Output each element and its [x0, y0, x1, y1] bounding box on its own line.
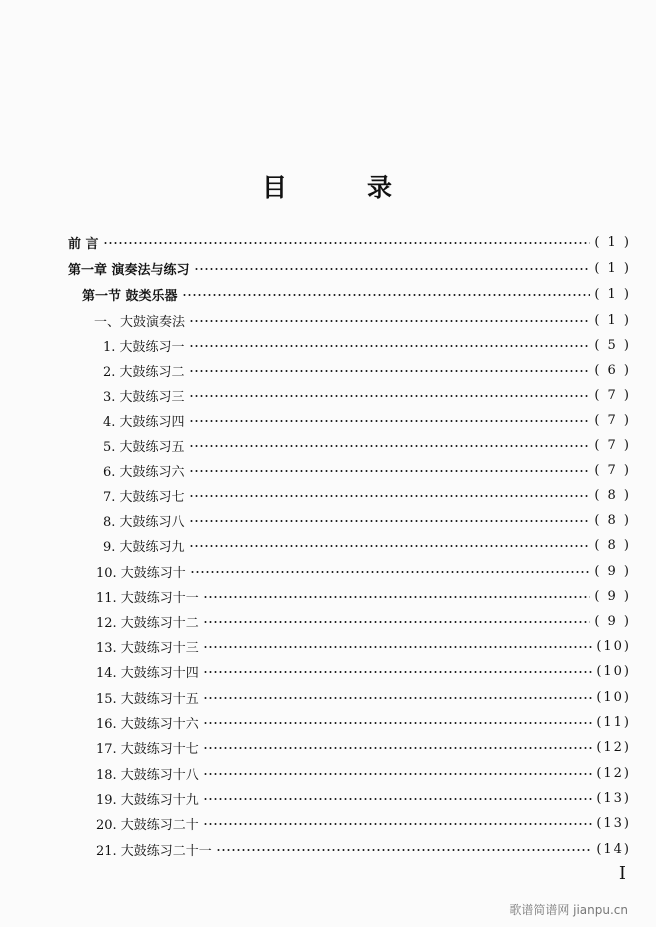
dot-leader [203, 595, 591, 599]
toc-entry-page: ( 8 ) [594, 537, 631, 553]
toc-entry-preface[interactable] [68, 231, 631, 253]
dot-leader [203, 645, 593, 649]
dot-leader [189, 319, 590, 323]
toc-entry-label: 13. 大鼓练习十三 [96, 640, 199, 656]
toc-entry-page: ( 9 ) [594, 563, 631, 579]
toc-entry-page: ( 8 ) [594, 512, 631, 528]
toc-entry-label: 2. 大鼓练习二 [103, 364, 185, 380]
toc-entry-exercise[interactable] [96, 686, 631, 708]
dot-leader [216, 848, 593, 852]
toc-entry-section-1[interactable] [82, 283, 631, 305]
toc-entry-page: ( 6 ) [594, 362, 631, 378]
page-number: I [618, 863, 626, 884]
toc-entry-page: ( 7 ) [594, 462, 631, 478]
toc-entry-label: 8. 大鼓练习八 [103, 514, 185, 530]
toc-entry-exercise[interactable] [96, 635, 631, 657]
toc-entry-exercise[interactable] [96, 585, 631, 607]
toc-entry-exercise[interactable] [103, 359, 631, 381]
toc-entry-page: ( 7 ) [594, 412, 631, 428]
dot-leader [203, 772, 593, 776]
dot-leader [203, 746, 593, 750]
toc-entry-label: 15. 大鼓练习十五 [96, 691, 199, 707]
toc-entry-exercise[interactable] [103, 434, 631, 456]
dot-leader [189, 369, 591, 373]
toc-entry-label: 4. 大鼓练习四 [103, 414, 185, 430]
toc-entry-subsection[interactable] [94, 309, 631, 331]
toc-entry-page: ( 1 ) [594, 234, 631, 250]
toc-entry-page: (14) [596, 841, 631, 857]
dot-leader [189, 544, 591, 548]
dot-leader [203, 721, 593, 725]
toc-entry-exercise[interactable] [103, 484, 631, 506]
toc-entry-label: 一、大鼓演奏法 [94, 314, 186, 330]
toc-entry-label: 12. 大鼓练习十二 [96, 615, 199, 631]
toc-entry-page: (10) [596, 689, 631, 705]
toc-entry-exercise[interactable] [103, 334, 631, 356]
toc-entry-exercise[interactable] [96, 736, 631, 758]
toc-entry-label: 7. 大鼓练习七 [103, 489, 185, 505]
toc-entry-page: (10) [596, 663, 631, 679]
toc-entry-page: ( 9 ) [594, 613, 631, 629]
dot-leader [194, 267, 591, 271]
toc-entry-label: 3. 大鼓练习三 [103, 389, 185, 405]
watermark: 歌谱简谱网 jianpu.cn [509, 903, 628, 917]
toc-entry-exercise[interactable] [96, 762, 631, 784]
toc-entry-label: 第一节 鼓类乐器 [82, 288, 178, 304]
dot-leader [189, 444, 591, 448]
dot-leader [203, 620, 591, 624]
toc-entry-exercise[interactable] [96, 711, 631, 733]
toc-entry-label: 21. 大鼓练习二十一 [96, 843, 212, 859]
toc-entry-page: ( 1 ) [594, 312, 631, 328]
dot-leader [189, 394, 591, 398]
toc-entry-label: 前 言 [68, 236, 99, 252]
toc-entry-page: ( 7 ) [594, 437, 631, 453]
dot-leader [189, 494, 591, 498]
toc-entry-page: (11) [596, 714, 631, 730]
toc-entry-label: 5. 大鼓练习五 [103, 439, 185, 455]
toc-entry-label: 10. 大鼓练习十 [96, 565, 186, 581]
toc-entry-label: 1. 大鼓练习一 [103, 339, 185, 355]
toc-entry-exercise[interactable] [103, 409, 631, 431]
toc-entry-label: 6. 大鼓练习六 [103, 464, 185, 480]
dot-leader [203, 696, 593, 700]
title-char-left: 目 [261, 173, 289, 202]
dot-leader [203, 797, 593, 801]
toc-entry-page: (12) [596, 765, 631, 781]
toc-entry-label: 18. 大鼓练习十八 [96, 767, 199, 783]
toc-entry-page: ( 9 ) [594, 588, 631, 604]
toc-entry-page: ( 1 ) [594, 260, 631, 276]
toc-entry-exercise[interactable] [96, 787, 631, 809]
toc-entry-exercise[interactable] [96, 660, 631, 682]
dot-leader [189, 344, 591, 348]
dot-leader [182, 293, 591, 297]
toc-entry-page: (13) [596, 815, 631, 831]
toc-entry-page: ( 8 ) [594, 487, 631, 503]
toc-entry-chapter-1[interactable] [68, 257, 631, 279]
toc-entry-label: 19. 大鼓练习十九 [96, 792, 199, 808]
dot-leader [189, 519, 591, 523]
toc-entry-label: 11. 大鼓练习十一 [96, 590, 199, 606]
dot-leader [203, 822, 593, 826]
toc-entry-label: 17. 大鼓练习十七 [96, 741, 199, 757]
toc-entry-label: 20. 大鼓练习二十 [96, 817, 199, 833]
toc-entry-exercise[interactable] [103, 459, 631, 481]
title-char-right: 录 [367, 173, 395, 202]
toc-entry-exercise[interactable] [103, 384, 631, 406]
toc-entry-exercise[interactable] [96, 838, 631, 860]
toc-entry-page: (13) [596, 790, 631, 806]
toc-entry-exercise[interactable] [103, 534, 631, 556]
toc-entry-exercise[interactable] [96, 812, 631, 834]
dot-leader [189, 469, 591, 473]
toc-entry-label: 9. 大鼓练习九 [103, 539, 185, 555]
dot-leader [203, 670, 593, 674]
dot-leader [189, 419, 591, 423]
toc-entry-page: (10) [596, 638, 631, 654]
toc-entry-label: 第一章 演奏法与练习 [68, 262, 190, 278]
dot-leader [103, 241, 591, 245]
toc-entry-exercise[interactable] [96, 610, 631, 632]
toc-entry-exercise[interactable] [96, 560, 631, 582]
dot-leader [190, 570, 591, 574]
toc-entry-exercise[interactable] [103, 509, 631, 531]
toc-entry-label: 16. 大鼓练习十六 [96, 716, 199, 732]
toc-entry-page: ( 1 ) [594, 286, 631, 302]
toc-entry-page: (12) [596, 739, 631, 755]
toc-entry-page: ( 7 ) [594, 387, 631, 403]
toc-entry-label: 14. 大鼓练习十四 [96, 665, 199, 681]
toc-entry-page: ( 5 ) [594, 337, 631, 353]
